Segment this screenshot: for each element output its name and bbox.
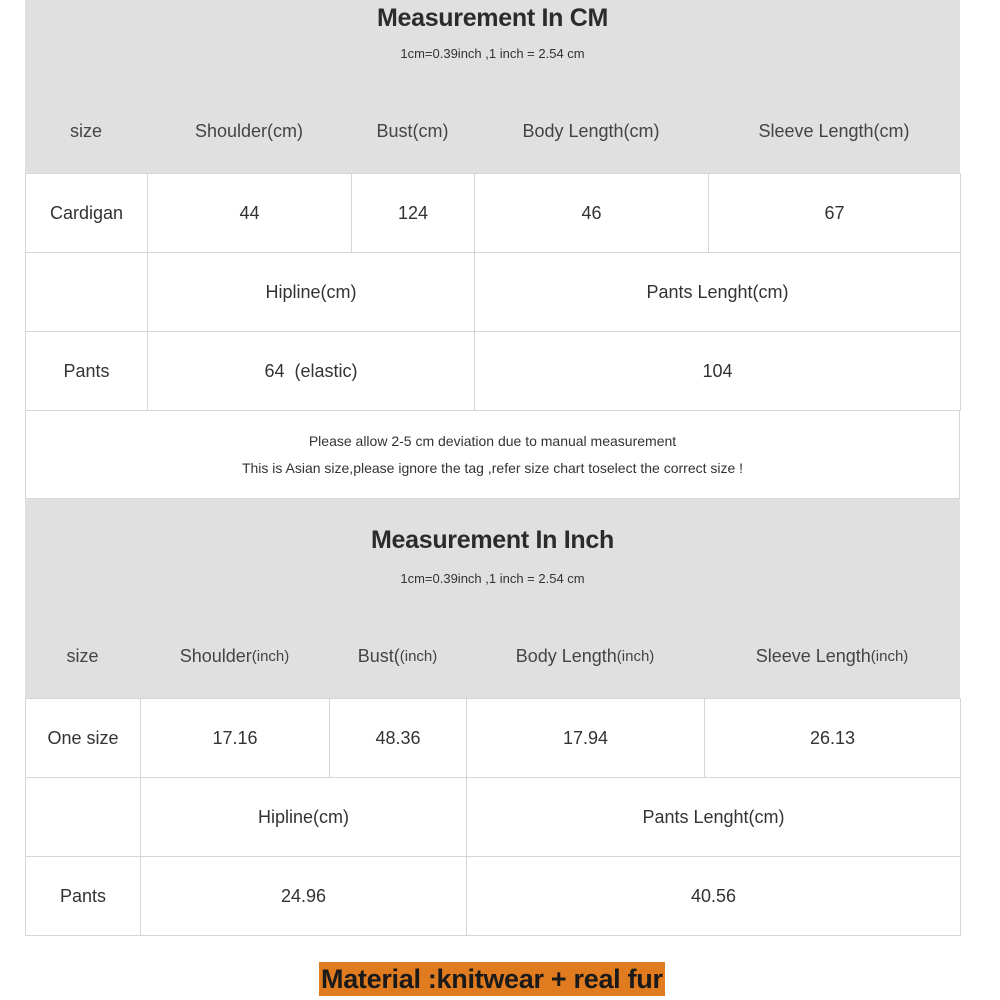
header-shoulder-label: Shoulder: [179, 645, 252, 666]
header-bust: Bust(cm): [376, 120, 449, 141]
cm-title: Measurement In CM: [376, 4, 609, 32]
table-row: [26, 253, 961, 332]
cm-header-row: [25, 111, 960, 151]
header-bust: [329, 636, 466, 676]
header-unit: (inch): [251, 647, 290, 665]
header-pants-length: Pants Lenght(cm): [467, 778, 961, 857]
header-unit: (inch): [870, 647, 909, 665]
table-row: [26, 174, 961, 253]
cell-value: 46: [475, 174, 709, 253]
cm-conversion-note: 1cm=0.39inch ,1 inch = 2.54 cm: [400, 46, 585, 61]
size-chart: [25, 0, 960, 936]
header-pants-length: Pants Lenght(cm): [475, 253, 961, 332]
inch-section-header: [25, 499, 960, 698]
note-line-1: Please allow 2-5 cm deviation due to manual measurement: [308, 432, 677, 449]
row-label: One size: [26, 699, 141, 778]
header-shoulder: Shoulder(cm): [194, 120, 304, 141]
inch-header-row: [25, 636, 960, 676]
inch-title: Measurement In Inch: [371, 526, 614, 554]
note-line-2: This is Asian size,please ignore the tag ,refer size chart toselect the correct size !: [241, 459, 744, 476]
cell-value: 104: [475, 332, 961, 411]
header-sleeve-length: Sleeve Length(cm): [758, 120, 910, 141]
cell-value: 17.16: [141, 699, 330, 778]
cell-value: 44: [148, 174, 352, 253]
header-size: size: [66, 645, 99, 666]
header-hipline: Hipline(cm): [148, 253, 475, 332]
cm-section-header: [25, 0, 960, 173]
header-sleeve-length: [704, 636, 960, 676]
header-body-length: [466, 636, 704, 676]
table-row: [26, 332, 961, 411]
header-unit: (inch): [399, 647, 438, 665]
material-label: Material :knitwear + real fur: [321, 964, 663, 994]
table-row: [26, 699, 961, 778]
cell-value: 64 (elastic): [148, 332, 475, 411]
cell-value: 24.96: [141, 857, 467, 936]
table-row: [26, 778, 961, 857]
row-label: Pants: [26, 332, 148, 411]
header-size: size: [69, 120, 102, 141]
header-bust-label: Bust(: [357, 645, 400, 666]
cm-table: [25, 173, 961, 411]
header-sleeve-length-label: Sleeve Length: [755, 645, 871, 666]
measurement-note: [25, 411, 960, 499]
header-body-length-label: Body Length: [515, 645, 617, 666]
empty-cell: [26, 253, 148, 332]
cell-value: 26.13: [705, 699, 961, 778]
header-hipline: Hipline(cm): [141, 778, 467, 857]
table-row: [26, 857, 961, 936]
cell-value: 124: [352, 174, 475, 253]
empty-cell: [26, 778, 141, 857]
cell-value: 67: [709, 174, 961, 253]
header-body-length: Body Length(cm): [522, 120, 660, 141]
cell-value: 17.94: [467, 699, 705, 778]
header-shoulder: [140, 636, 329, 676]
inch-table: [25, 698, 961, 936]
inch-conversion-note: 1cm=0.39inch ,1 inch = 2.54 cm: [400, 571, 585, 586]
cell-value: 40.56: [467, 857, 961, 936]
header-unit: (inch): [616, 647, 655, 665]
cell-value: 48.36: [330, 699, 467, 778]
row-label: Cardigan: [26, 174, 148, 253]
row-label: Pants: [26, 857, 141, 936]
